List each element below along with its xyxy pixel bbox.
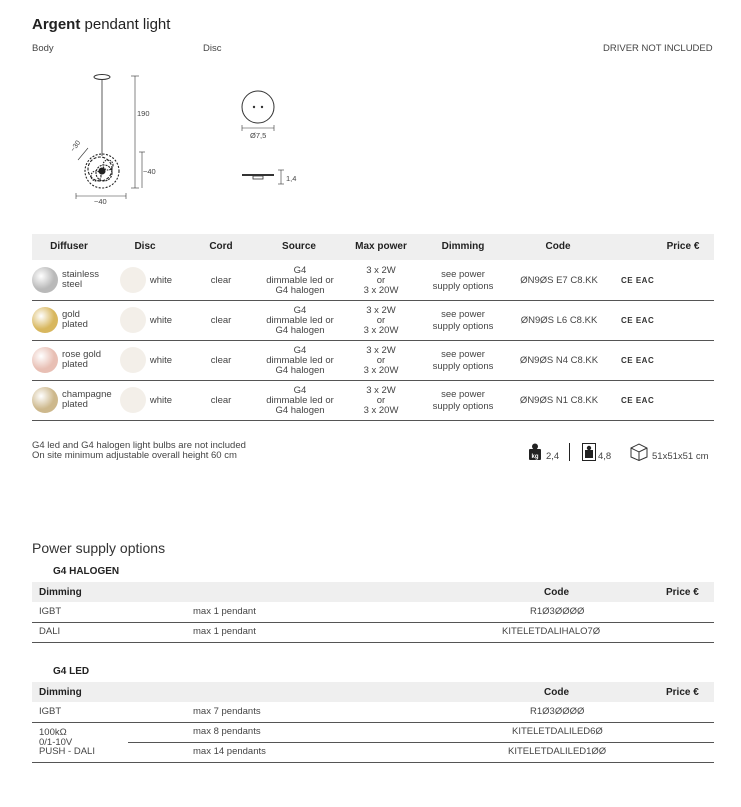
disc-swatch (120, 387, 146, 413)
col-max-power: Max power (355, 241, 407, 252)
diffuser-name: rose gold plated (62, 349, 102, 370)
table-row (32, 702, 714, 722)
note-height: On site minimum adjustable overall height 60 cm (32, 450, 237, 461)
dim-angle: ~30 (69, 139, 83, 154)
code: ØN9ØS N1 C8.KK (519, 395, 599, 406)
code: ØN9ØS N4 C8.KK (519, 355, 599, 366)
table-row (32, 301, 714, 341)
dimming-multi: 100kΩ 0/1-10V PUSH - DALI (39, 727, 95, 757)
source: G4 dimmable led or G4 halogen (266, 265, 334, 296)
col-code: Code (544, 687, 569, 698)
code: ØN9ØS L6 C8.KK (520, 315, 598, 326)
disc-color: white (149, 395, 173, 406)
table-row (32, 742, 714, 762)
max-pendants: max 1 pendant (193, 606, 256, 617)
max-pendants: max 1 pendant (193, 626, 256, 637)
code: KITELETDALILED1ØØ (508, 746, 607, 757)
halogen-table-header (32, 582, 714, 602)
table-row (32, 341, 714, 381)
led-table-header (32, 682, 714, 702)
dimming: DALI (39, 626, 61, 637)
cord: clear (210, 275, 232, 286)
led-title: G4 LED (53, 666, 90, 677)
disc-swatch (120, 347, 146, 373)
col-disc: Disc (134, 241, 156, 252)
row-divider (32, 642, 714, 643)
diffuser-swatch (32, 267, 58, 293)
box-size: 51x51x51 cm (652, 451, 709, 462)
product-type: pendant light (84, 16, 171, 33)
code: KITELETDALIHALO7Ø (502, 626, 601, 637)
table-row (32, 602, 714, 622)
dimming: IGBT (39, 606, 62, 617)
body-label: Body (32, 43, 54, 54)
net-weight: 2,4 (546, 451, 560, 462)
gross-weight-icon (582, 443, 596, 461)
code: R1Ø3ØØØØ (530, 706, 585, 717)
col-cord: Cord (209, 241, 233, 252)
max-power: 3 x 2W or 3 x 20W (363, 265, 399, 296)
max-pendants: max 8 pendants (193, 726, 261, 737)
divider (569, 443, 570, 461)
cert-marks: CE EAC (621, 356, 655, 365)
bulb-notes (32, 441, 246, 461)
driver-note: DRIVER NOT INCLUDED (603, 43, 713, 54)
table-row (32, 381, 714, 421)
disc-label: Disc (203, 43, 222, 54)
max-power: 3 x 2W or 3 x 20W (363, 305, 399, 336)
cert-marks: CE EAC (621, 316, 655, 325)
diffuser-name: stainless steel (62, 269, 99, 290)
max-pendants: max 7 pendants (193, 706, 261, 717)
dim-disc-height: 1,4 (286, 174, 297, 183)
disc-color: white (149, 315, 173, 326)
cord: clear (210, 395, 232, 406)
disc-color: white (149, 275, 173, 286)
dimming: see power supply options (432, 269, 494, 292)
col-diffuser: Diffuser (50, 241, 88, 252)
dimming: see power supply options (432, 349, 494, 372)
diffuser-swatch (32, 387, 58, 413)
table-row (32, 622, 714, 642)
cert-marks: CE EAC (621, 396, 655, 405)
col-code: Code (545, 241, 571, 252)
col-code: Code (544, 587, 569, 598)
col-source: Source (282, 241, 316, 252)
cert-marks: CE EAC (621, 276, 655, 285)
pendant-drawing (60, 68, 170, 208)
source: G4 dimmable led or G4 halogen (266, 305, 334, 336)
code: ØN9ØS E7 C8.KK (520, 275, 598, 286)
note-bulbs: G4 led and G4 halogen light bulbs are not included (32, 440, 246, 451)
code: KITELETDALILED6Ø (512, 726, 603, 737)
code: R1Ø3ØØØØ (530, 606, 585, 617)
product-table-header (32, 234, 714, 260)
dimming: see power supply options (432, 309, 494, 332)
dim-sphere-height: ~40 (143, 167, 156, 176)
row-divider (32, 762, 714, 763)
diffuser-name: gold plated (62, 309, 88, 330)
cord: clear (210, 315, 232, 326)
col-price: Price € (666, 687, 699, 698)
col-dimming: Dimming (441, 241, 485, 252)
diffuser-name: champagne plated (62, 389, 112, 410)
dim-height: 190 (137, 109, 150, 118)
power-supply-title: Power supply options (32, 540, 166, 556)
table-row (32, 261, 714, 301)
product-title (32, 16, 170, 33)
cord: clear (210, 355, 232, 366)
max-power: 3 x 2W or 3 x 20W (363, 385, 399, 416)
dim-sphere-width: ~40 (94, 197, 107, 206)
max-pendants: max 14 pendants (193, 746, 266, 757)
disc-drawing (236, 90, 286, 190)
table-row (32, 722, 714, 742)
col-price: Price € (666, 241, 700, 252)
cluster-shape (85, 154, 119, 188)
disc-color: white (149, 355, 173, 366)
diffuser-swatch (32, 307, 58, 333)
disc-swatch (120, 307, 146, 333)
col-price: Price € (666, 587, 699, 598)
disc-swatch (120, 267, 146, 293)
product-name: Argent (32, 16, 81, 33)
halogen-title: G4 HALOGEN (53, 566, 120, 577)
net-weight-icon (528, 443, 542, 461)
source: G4 dimmable led or G4 halogen (266, 385, 334, 416)
col-dimming: Dimming (39, 687, 82, 698)
dimming: IGBT (39, 706, 62, 717)
net-weight-unit: kg (531, 454, 539, 460)
source: G4 dimmable led or G4 halogen (266, 345, 334, 376)
dimming: see power supply options (432, 389, 494, 412)
col-dimming: Dimming (39, 587, 82, 598)
box-icon (630, 443, 648, 461)
max-power: 3 x 2W or 3 x 20W (363, 345, 399, 376)
dim-disc-diameter: Ø7,5 (250, 131, 267, 140)
diffuser-swatch (32, 347, 58, 373)
gross-weight: 4,8 (598, 451, 612, 462)
